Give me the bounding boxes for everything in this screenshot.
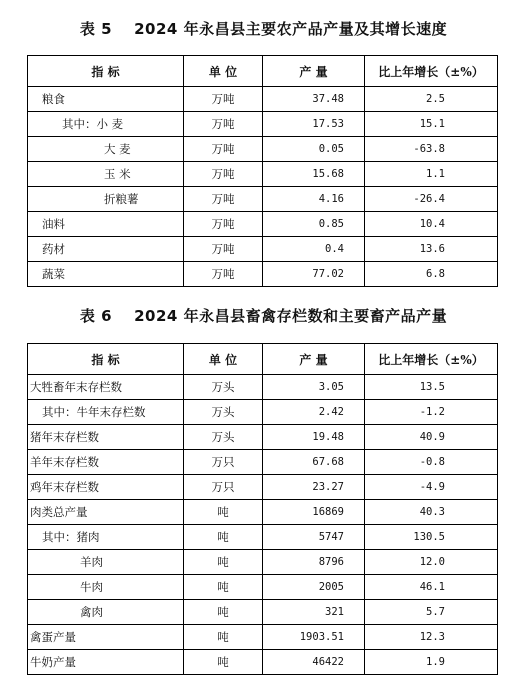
table-row [28,237,498,262]
table-row [28,112,498,137]
output-cell: 2005 [263,575,365,600]
indicator-cell: 禽蛋产量 [28,625,184,650]
indicator-cell: 羊肉 [28,550,184,575]
header-output: 产 量 [263,344,365,375]
output-cell: 0.05 [263,137,365,162]
output-cell: 67.68 [263,450,365,475]
indicator-cell: 药材 [28,237,184,262]
indicator-cell: 折粮薯 [28,187,184,212]
indicator-cell: 肉类总产量 [28,500,184,525]
indicator-cell: 大牲畜年末存栏数 [28,375,184,400]
table5-title-text: 2024 年永昌县主要农产品产量及其增长速度 [134,20,448,38]
output-cell: 4.16 [263,187,365,212]
table-row [28,575,498,600]
output-cell: 0.4 [263,237,365,262]
unit-cell: 万头 [184,400,263,425]
growth-cell: 12.3 [365,625,498,650]
unit-cell: 万吨 [184,212,263,237]
output-cell: 2.42 [263,400,365,425]
growth-cell: 10.4 [365,212,498,237]
growth-cell: 15.1 [365,112,498,137]
table6-number: 表 6 [79,307,113,325]
header-unit: 单 位 [184,56,263,87]
table-row [28,600,498,625]
growth-cell: 5.7 [365,600,498,625]
unit-cell: 万只 [184,475,263,500]
table6-title [0,305,527,326]
indicator-cell: 蔬菜 [28,262,184,287]
unit-cell: 万吨 [184,262,263,287]
table5-number: 表 5 [79,20,113,38]
output-cell: 46422 [263,650,365,675]
growth-cell: -63.8 [365,137,498,162]
table-row [28,475,498,500]
header-output: 产 量 [263,56,365,87]
growth-cell: 46.1 [365,575,498,600]
growth-cell: 13.5 [365,375,498,400]
table-row [28,425,498,450]
unit-cell: 吨 [184,600,263,625]
growth-cell: 12.0 [365,550,498,575]
growth-cell: 40.3 [365,500,498,525]
output-cell: 15.68 [263,162,365,187]
indicator-cell: 其中：牛年末存栏数 [28,400,184,425]
table5-title [0,18,527,39]
table-row [28,87,498,112]
table-row [28,212,498,237]
unit-cell: 万吨 [184,162,263,187]
indicator-cell: 猪年末存栏数 [28,425,184,450]
header-unit: 单 位 [184,344,263,375]
output-cell: 77.02 [263,262,365,287]
growth-cell: -4.9 [365,475,498,500]
unit-cell: 吨 [184,625,263,650]
table-row [28,450,498,475]
unit-cell: 吨 [184,650,263,675]
unit-cell: 万吨 [184,187,263,212]
unit-cell: 万头 [184,375,263,400]
unit-cell: 吨 [184,575,263,600]
output-cell: 16869 [263,500,365,525]
table-row [28,375,498,400]
growth-cell: 40.9 [365,425,498,450]
table6-title-text: 2024 年永昌县畜禽存栏数和主要畜产品产量 [134,307,448,325]
growth-cell: 6.8 [365,262,498,287]
growth-cell: -0.8 [365,450,498,475]
output-cell: 3.05 [263,375,365,400]
header-indicator: 指 标 [28,56,184,87]
output-cell: 37.48 [263,87,365,112]
growth-cell: 13.6 [365,237,498,262]
growth-cell: 130.5 [365,525,498,550]
output-cell: 321 [263,600,365,625]
growth-cell: 1.9 [365,650,498,675]
indicator-cell: 牛肉 [28,575,184,600]
growth-cell: -1.2 [365,400,498,425]
growth-cell: -26.4 [365,187,498,212]
table-row [28,500,498,525]
table-row [28,625,498,650]
indicator-cell: 鸡年末存栏数 [28,475,184,500]
header-growth: 比上年增长（±%） [365,344,498,375]
indicator-cell: 牛奶产量 [28,650,184,675]
unit-cell: 万吨 [184,137,263,162]
unit-cell: 万吨 [184,112,263,137]
table6 [27,343,498,675]
table6-body [28,375,498,675]
indicator-cell: 禽肉 [28,600,184,625]
table-row [28,162,498,187]
output-cell: 0.85 [263,212,365,237]
unit-cell: 吨 [184,500,263,525]
table-row [28,187,498,212]
indicator-cell: 大 麦 [28,137,184,162]
unit-cell: 万吨 [184,237,263,262]
output-cell: 8796 [263,550,365,575]
growth-cell: 1.1 [365,162,498,187]
unit-cell: 吨 [184,525,263,550]
indicator-cell: 玉 米 [28,162,184,187]
unit-cell: 吨 [184,550,263,575]
output-cell: 23.27 [263,475,365,500]
output-cell: 17.53 [263,112,365,137]
unit-cell: 万头 [184,425,263,450]
table-row [28,400,498,425]
table-row [28,650,498,675]
table-row [28,262,498,287]
indicator-cell: 羊年末存栏数 [28,450,184,475]
output-cell: 5747 [263,525,365,550]
indicator-cell: 其中：小 麦 [28,112,184,137]
table5-body [28,87,498,287]
output-cell: 1903.51 [263,625,365,650]
header-indicator: 指 标 [28,344,184,375]
table5-header-row [28,56,498,87]
table-row [28,525,498,550]
unit-cell: 万吨 [184,87,263,112]
table-row [28,137,498,162]
header-growth: 比上年增长（±%） [365,56,498,87]
table5 [27,55,498,287]
output-cell: 19.48 [263,425,365,450]
table-row [28,550,498,575]
growth-cell: 2.5 [365,87,498,112]
unit-cell: 万只 [184,450,263,475]
indicator-cell: 其中：猪肉 [28,525,184,550]
table6-header-row [28,344,498,375]
indicator-cell: 粮食 [28,87,184,112]
indicator-cell: 油料 [28,212,184,237]
